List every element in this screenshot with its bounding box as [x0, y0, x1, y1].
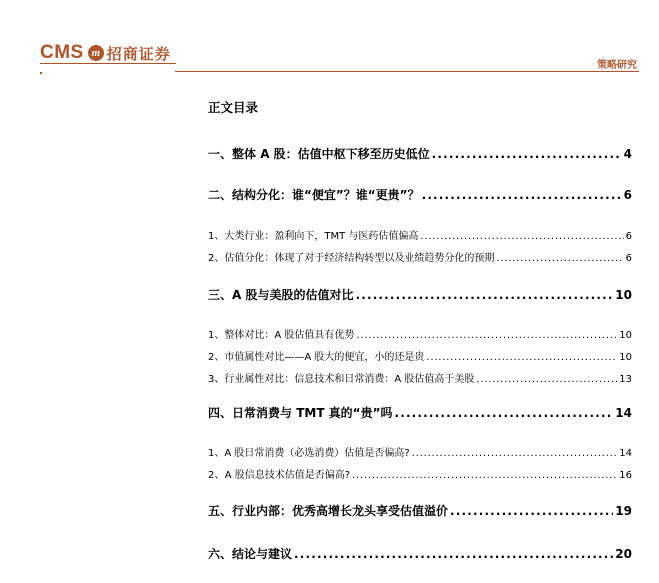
toc-entry-number: 2、 — [208, 470, 225, 481]
brand-logo — [40, 42, 171, 64]
toc-entry-number: 六、 — [208, 547, 233, 561]
toc-entry-page: 19 — [615, 504, 632, 518]
toc-leader-dots — [496, 253, 623, 264]
toc-entry-page: 14 — [619, 448, 632, 459]
toc-entry-page: 10 — [619, 352, 632, 363]
toc-entry-page: 16 — [619, 470, 632, 481]
brand-underline — [40, 63, 176, 64]
toc-entry-title: 估值分化：体现了对于经济结构转型以及业绩趋势分化的预期 — [224, 253, 495, 264]
toc-entry-number: 三、 — [208, 288, 233, 302]
toc-entry-number: 1、 — [208, 330, 225, 341]
toc-entry-title: 日常消费与 TMT 真的“贵”吗 — [232, 406, 393, 420]
toc-subentry[interactable] — [208, 326, 632, 341]
toc-subentry[interactable] — [208, 348, 632, 363]
header-rule — [175, 71, 639, 72]
toc-entry-title: 行业内部：优秀高增长龙头享受估值溢价 — [232, 504, 449, 518]
toc-entry-title: 结构分化：谁“便宜”？谁“更贵”？ — [232, 188, 420, 202]
toc-entry-title: A 股日常消费（必选消费）估值是否偏高? — [224, 448, 410, 459]
brand-logo-cn: 招商证券 — [106, 44, 171, 63]
toc-entry-page: 13 — [619, 374, 632, 385]
toc-entry-number: 3、 — [208, 374, 225, 385]
toc-entry-title: 行业属性对比：信息技术和日常消费：A 股估值高于美股 — [224, 374, 475, 385]
toc-entry-number: 1、 — [208, 231, 225, 242]
toc-subentry[interactable] — [208, 466, 632, 481]
toc-entry[interactable] — [208, 186, 632, 203]
brand-logo-en: CMS — [40, 42, 84, 63]
toc-leader-dots — [355, 288, 613, 302]
toc-entry-title: A 股与美股的估值对比 — [232, 288, 354, 302]
toc-entry-page: 6 — [625, 253, 632, 264]
toc-leader-dots — [412, 448, 618, 459]
toc-entry-number: 一、 — [208, 147, 233, 161]
toc-leader-dots — [394, 406, 613, 420]
toc-title: 正文目录 — [208, 100, 259, 115]
toc-leader-dots — [422, 188, 622, 202]
toc-entry-page: 10 — [619, 330, 632, 341]
toc-leader-dots — [476, 374, 617, 385]
toc-leader-dots — [450, 504, 613, 518]
toc-entry-page: 6 — [625, 231, 632, 242]
header-dot — [40, 72, 42, 74]
toc-subentry[interactable] — [208, 444, 632, 459]
toc-entry[interactable] — [208, 404, 632, 421]
report-type-label: 策略研究 — [597, 60, 637, 71]
toc-entry-page: 10 — [615, 288, 632, 302]
toc-entry-title: 结论与建议 — [232, 547, 293, 561]
toc-entry[interactable] — [208, 145, 632, 162]
toc-entry[interactable] — [208, 502, 632, 519]
toc-leader-dots — [432, 147, 622, 161]
toc-entry[interactable] — [208, 545, 632, 562]
toc-entry-title: 大类行业：盈利向下，TMT 与医药估值偏高 — [224, 231, 419, 242]
toc-entry-number: 四、 — [208, 406, 233, 420]
toc-entry-number: 2、 — [208, 253, 225, 264]
toc-entry-title: A 股信息技术估值是否偏高? — [224, 470, 351, 481]
brand-logo-icon: m — [88, 45, 104, 61]
toc-leader-dots — [352, 470, 617, 481]
toc-leader-dots — [294, 547, 613, 561]
toc-leader-dots — [426, 352, 617, 363]
toc-entry-page: 4 — [623, 147, 632, 161]
toc-entry-title: 市值属性对比——A 股大的便宜，小的还是贵 — [224, 352, 425, 363]
toc-entry-number: 二、 — [208, 188, 233, 202]
toc-subentry[interactable] — [208, 370, 632, 385]
toc-entry[interactable] — [208, 286, 632, 303]
toc-entry-page: 14 — [615, 406, 632, 420]
toc-subentry[interactable] — [208, 227, 632, 242]
toc-entry-title: 整体对比：A 股估值具有优势 — [224, 330, 355, 341]
toc-entry-number: 五、 — [208, 504, 233, 518]
toc-subentry[interactable] — [208, 249, 632, 264]
toc-entry-page: 20 — [615, 547, 632, 561]
toc-entry-page: 6 — [623, 188, 632, 202]
toc-entry-title: 整体 A 股：估值中枢下移至历史低位 — [232, 147, 430, 161]
toc-leader-dots — [420, 231, 623, 242]
toc-entry-number: 1、 — [208, 448, 225, 459]
toc-leader-dots — [356, 330, 617, 341]
toc-entry-number: 2、 — [208, 352, 225, 363]
